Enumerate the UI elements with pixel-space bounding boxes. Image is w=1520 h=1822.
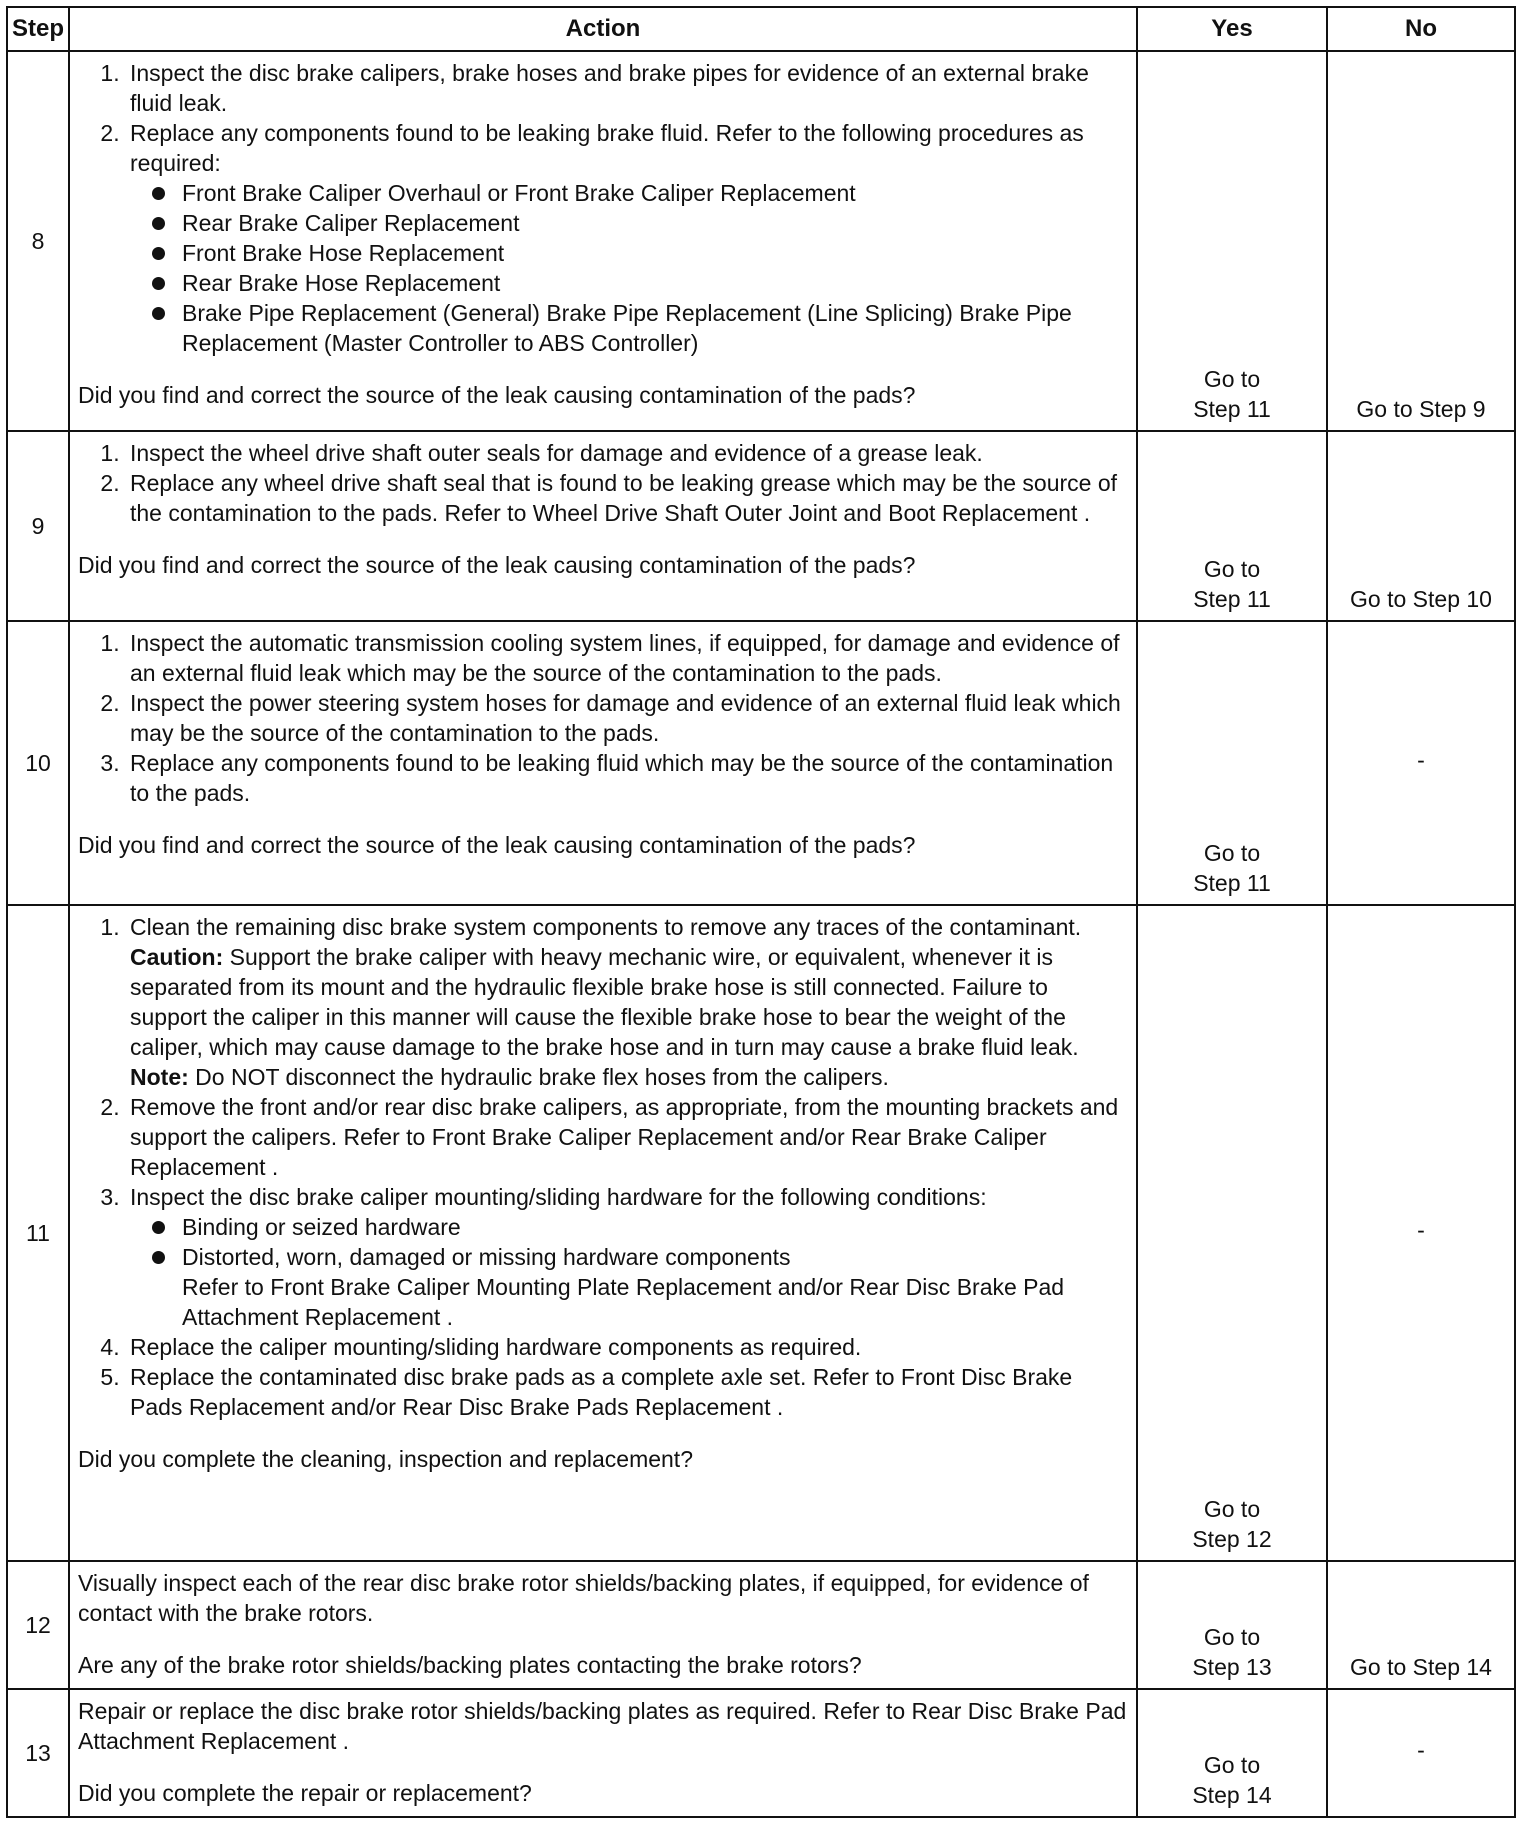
yes-line-2: Step 11 — [1193, 870, 1271, 896]
bullet-list — [130, 178, 1128, 358]
diagnostic-step-table — [6, 6, 1516, 1818]
action-list — [78, 58, 1128, 358]
list-item — [126, 118, 1128, 358]
step-number: 9 — [7, 431, 69, 621]
question-text: Did you complete the cleaning, inspection and replacement? — [78, 1446, 693, 1472]
action-text: Repair or replace the disc brake rotor shields/backing plates as required. Refer to Rear Disc Brake Pad Attachment Replacement . — [78, 1698, 1127, 1754]
action-cell — [69, 431, 1137, 621]
no-cell: - — [1327, 1689, 1515, 1817]
yes-cell — [1137, 51, 1327, 431]
yes-cell — [1137, 431, 1327, 621]
bullet-item: Rear Brake Hose Replacement — [182, 268, 1128, 298]
bullet-item-reference: Refer to Front Brake Caliper Mounting Plate Replacement and/or Rear Disc Brake Pad Attachment Replacement . — [182, 1274, 1065, 1330]
bullet-item: Binding or seized hardware — [182, 1212, 1128, 1242]
list-item-text: Inspect the disc brake caliper mounting/sliding hardware for the following conditions: — [130, 1184, 987, 1210]
no-cell: - — [1327, 621, 1515, 905]
info-note — [130, 1062, 1128, 1092]
question-text: Did you find and correct the source of the leak causing contamination of the pads? — [78, 552, 916, 578]
yes-line-1: Go to — [1203, 556, 1261, 582]
caution-note — [130, 942, 1128, 1062]
list-item: 2. Replace any wheel drive shaft seal that is found to be leaking grease which may be the source of the contamination to the pads. Refer to Wheel Drive Shaft Outer Joint and Boot Replacement . — [126, 468, 1128, 528]
yes-line-2: Step 11 — [1193, 396, 1271, 422]
action-list — [78, 912, 1128, 1422]
bullet-item: Rear Brake Caliper Replacement — [182, 208, 1128, 238]
note-text: Do NOT disconnect the hydraulic brake flex hoses from the calipers. — [188, 1064, 889, 1090]
caution-text: Support the brake caliper with heavy mechanic wire, or equivalent, whenever it is separated from its mount and the hydraulic flexible brake hose is still connected. Failure to support the caliper in this manner will cause the flexible brake hose to bear the weight of the caliper, which may cause damage to the brake hose and in turn may cause a brake fluid leak. — [130, 944, 1079, 1060]
diagnostic-table-document — [6, 6, 1514, 1818]
note-label: Note: — [130, 1064, 189, 1090]
step-number: 8 — [7, 51, 69, 431]
caution-label: Caution: — [130, 944, 224, 970]
question-text: Did you find and correct the source of the leak causing contamination of the pads? — [78, 832, 916, 858]
list-item-text: 1. Clean the remaining disc brake system components to remove any traces of the contaminant. — [130, 914, 1082, 940]
action-list — [78, 628, 1128, 808]
yes-line-1: Go to — [1203, 1752, 1261, 1778]
bullet-item: Brake Pipe Replacement (General) Brake Pipe Replacement (Line Splicing) Brake Pipe Replacement (Master Controller to ABS Controller) — [182, 298, 1128, 358]
step-number: 11 — [7, 905, 69, 1561]
question-text: Did you complete the repair or replacement? — [78, 1780, 532, 1806]
list-item — [126, 1182, 1128, 1332]
table-row-step-10 — [7, 621, 1515, 905]
list-item: 2. Inspect the power steering system hoses for damage and evidence of an external fluid leak which may be the source of the contamination to the pads. — [126, 688, 1128, 748]
yes-cell — [1137, 1689, 1327, 1817]
list-item: 1. Inspect the wheel drive shaft outer seals for damage and evidence of a grease leak. — [126, 438, 1128, 468]
list-item — [126, 912, 1128, 1092]
header-yes: Yes — [1137, 7, 1327, 51]
yes-line-1: Go to — [1203, 1496, 1261, 1522]
header-no: No — [1327, 7, 1515, 51]
question-text: Did you find and correct the source of the leak causing contamination of the pads? — [78, 382, 916, 408]
step-number: 13 — [7, 1689, 69, 1817]
bullet-item-text: Distorted, worn, damaged or missing hardware components — [182, 1244, 791, 1270]
question-text: Are any of the brake rotor shields/backing plates contacting the brake rotors? — [78, 1652, 862, 1678]
header-action: Action — [69, 7, 1137, 51]
action-cell — [69, 51, 1137, 431]
bullet-item: Front Brake Hose Replacement — [182, 238, 1128, 268]
list-item: 5. Replace the contaminated disc brake pads as a complete axle set. Refer to Front Disc Brake Pads Replacement and/or Rear Disc Brake Pads Replacement . — [126, 1362, 1128, 1422]
list-item: 4. Replace the caliper mounting/sliding hardware components as required. — [126, 1332, 1128, 1362]
list-item-text: Replace any components found to be leaking brake fluid. Refer to the following procedures as required: — [130, 120, 1084, 176]
action-cell — [69, 1689, 1137, 1817]
list-item: 1. Inspect the disc brake calipers, brake hoses and brake pipes for evidence of an external brake fluid leak. — [126, 58, 1128, 118]
step-number: 12 — [7, 1561, 69, 1689]
action-text: Visually inspect each of the rear disc brake rotor shields/backing plates, if equipped, for evidence of contact with the brake rotors. — [78, 1570, 1089, 1626]
action-cell — [69, 905, 1137, 1561]
bullet-item: Front Brake Caliper Overhaul or Front Brake Caliper Replacement — [182, 178, 1128, 208]
no-cell: Go to Step 14 — [1327, 1561, 1515, 1689]
yes-line-2: Step 13 — [1192, 1654, 1272, 1680]
header-step: Step — [7, 7, 69, 51]
yes-cell — [1137, 905, 1327, 1561]
list-item: 3. Replace any components found to be leaking fluid which may be the source of the contamination to the pads. — [126, 748, 1128, 808]
table-row-step-12 — [7, 1561, 1515, 1689]
bullet-item — [182, 1242, 1128, 1332]
no-cell: Go to Step 10 — [1327, 431, 1515, 621]
table-header-row — [7, 7, 1515, 51]
table-row-step-9 — [7, 431, 1515, 621]
yes-line-2: Step 11 — [1193, 586, 1271, 612]
action-cell — [69, 1561, 1137, 1689]
step-number: 10 — [7, 621, 69, 905]
list-item: 2. Remove the front and/or rear disc brake calipers, as appropriate, from the mounting brackets and support the calipers. Refer to Front Brake Caliper Replacement and/or Rear Brake Caliper Replacement . — [126, 1092, 1128, 1182]
table-row-step-8 — [7, 51, 1515, 431]
yes-line-2: Step 14 — [1192, 1782, 1272, 1808]
yes-line-1: Go to — [1203, 1624, 1261, 1650]
no-cell: Go to Step 9 — [1327, 51, 1515, 431]
yes-line-1: Go to — [1203, 366, 1261, 392]
action-list — [78, 438, 1128, 528]
yes-cell — [1137, 1561, 1327, 1689]
no-cell: - — [1327, 905, 1515, 1561]
bullet-list — [130, 1212, 1128, 1332]
yes-line-2: Step 12 — [1192, 1526, 1272, 1552]
yes-cell — [1137, 621, 1327, 905]
action-cell — [69, 621, 1137, 905]
yes-line-1: Go to — [1203, 840, 1261, 866]
table-row-step-11 — [7, 905, 1515, 1561]
table-row-step-13 — [7, 1689, 1515, 1817]
list-item: 1. Inspect the automatic transmission cooling system lines, if equipped, for damage and evidence of an external fluid leak which may be the source of the contamination to the pads. — [126, 628, 1128, 688]
